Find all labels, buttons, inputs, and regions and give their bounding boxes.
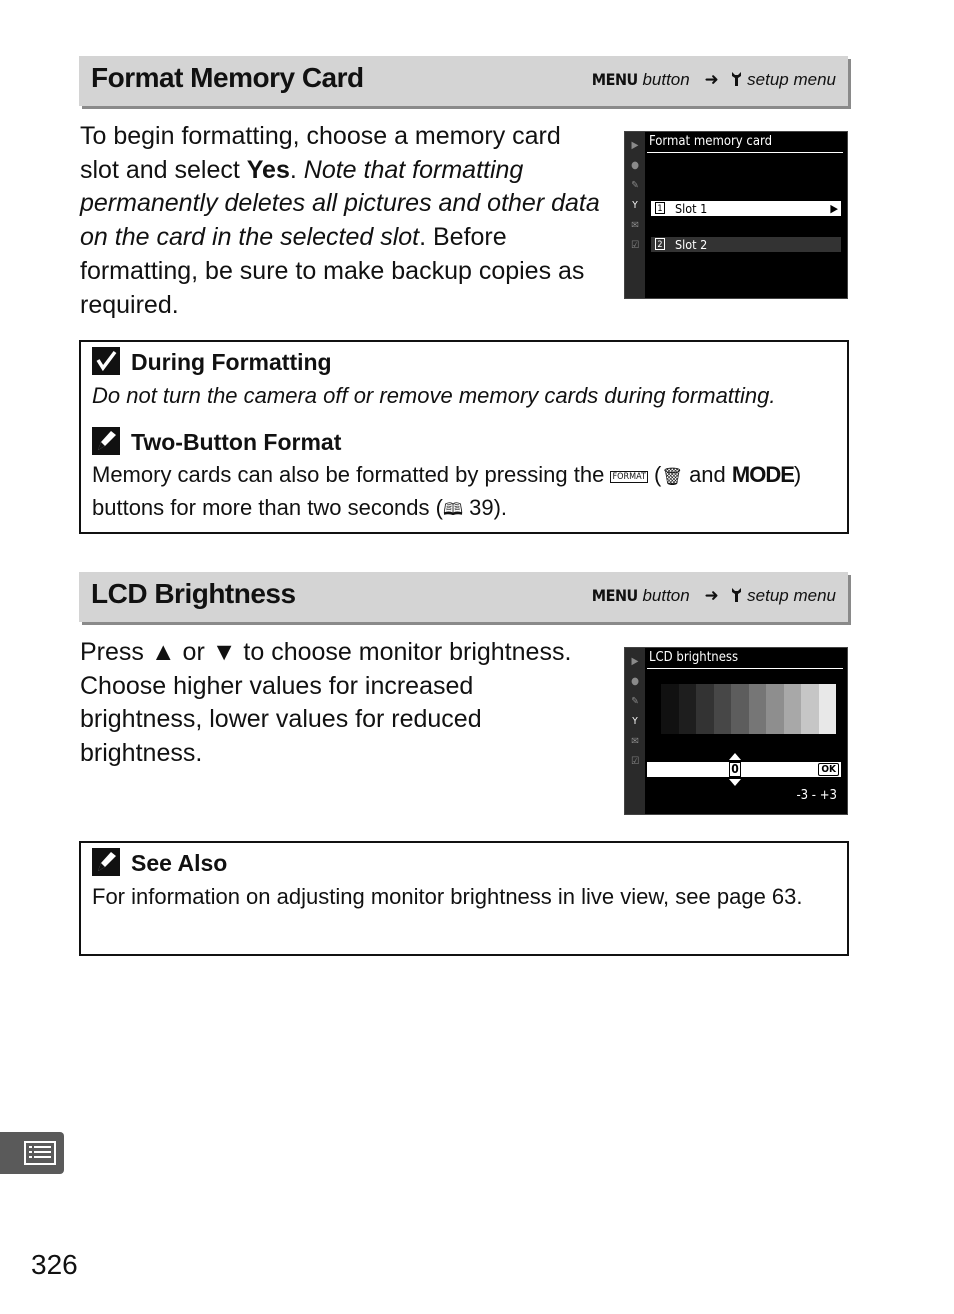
menu-path: MENU button ➜ setup menu (591, 70, 836, 89)
slot-1-row[interactable]: 1 Slot 1 ▶ (651, 201, 841, 216)
ok-icon: OK (818, 763, 839, 776)
gradient-swatch (819, 684, 837, 734)
wrench-icon (731, 587, 742, 603)
wrench-active-icon: Y (632, 716, 638, 727)
note-title-during: During Formatting (131, 349, 332, 375)
slot-2-icon: 2 (655, 238, 665, 250)
screen-title: LCD brightness (649, 650, 739, 665)
note-text-two-button: Memory cards can also be formatted by pressing the FORMAT (🗑 and MODE) buttons for more than two seconds (🕮 39). (92, 462, 802, 520)
gradient-swatch (696, 684, 714, 734)
mode-button-label: MODE (731, 462, 794, 487)
lcd-brightness-screen (624, 647, 848, 815)
pencil-small-icon: ✎ (631, 180, 639, 191)
notes-box-see-also (79, 841, 849, 956)
section-header-lcd (79, 572, 848, 622)
playback-icon: ▶ (631, 140, 639, 151)
retouch-icon: ✉ (631, 736, 639, 747)
gradient-swatch (661, 684, 679, 734)
page-number: 326 (31, 1249, 78, 1280)
format-memory-card-screen (624, 131, 848, 299)
pencil-small-icon: ✎ (631, 696, 639, 707)
recent-icon: ☑ (630, 756, 640, 767)
gradient-swatch (749, 684, 767, 734)
menu-sidebar (625, 648, 645, 814)
down-arrow-icon: ▼ (211, 638, 237, 666)
format-button-icon: FORMAT (612, 472, 646, 482)
format-body-text: To begin formatting, choose a memory card slot and select Yes. Note that formatting permanently deletes all pictures and other data on the card in the selected slot. Before formatting, be sure to make backup copies as required. (80, 122, 600, 319)
playback-icon: ▶ (631, 656, 639, 667)
lcd-body-text: Press ▲ or ▼ to choose monitor brightness. Choose higher values for increased brightness, lower values for reduced brightness. (80, 638, 572, 768)
gradient-swatch (766, 684, 784, 734)
up-arrow-icon: ▲ (150, 638, 176, 666)
note-text-during: Do not turn the camera off or remove memory cards during formatting. (92, 383, 776, 408)
wrench-icon (731, 71, 742, 87)
slot-1-icon: 1 (655, 202, 665, 214)
note-title-two-button: Two-Button Format (131, 429, 342, 455)
note-text-see-also: For information on adjusting monitor brightness in live view, see page 63. (92, 884, 803, 909)
camera-icon: ● (631, 676, 639, 687)
brightness-slider[interactable] (647, 762, 841, 777)
pencil-icon (92, 848, 120, 876)
section-header-format (79, 56, 848, 106)
up-triangle-icon[interactable] (729, 753, 741, 760)
menu-list-icon[interactable] (0, 1132, 64, 1174)
gradient-swatch (714, 684, 732, 734)
section-title: Format Memory Card (91, 62, 364, 93)
gradient-swatch (784, 684, 802, 734)
menu-path: MENU button ➜ setup menu (591, 586, 836, 605)
down-triangle-icon[interactable] (729, 779, 741, 786)
book-icon: 🕮 (442, 499, 464, 519)
retouch-icon: ✉ (631, 220, 639, 231)
gradient-swatch (801, 684, 819, 734)
wrench-active-icon: Y (632, 200, 638, 211)
title-rule (647, 152, 843, 153)
brightness-range: -3 - +3 (796, 788, 837, 803)
menu-sidebar (625, 132, 645, 298)
note-title-see-also: See Also (131, 850, 228, 876)
pencil-icon (92, 427, 120, 455)
slot-2-row[interactable]: 2 Slot 2 (651, 237, 841, 252)
brightness-gradient (661, 684, 836, 734)
recent-icon: ☑ (630, 240, 640, 251)
arrow-icon: ➜ (704, 586, 719, 605)
gradient-swatch (679, 684, 697, 734)
right-arrow-icon: ▶ (830, 202, 838, 215)
menu-button-label: MENU (591, 70, 638, 89)
brightness-value: 0 (729, 762, 741, 777)
screen-title: Format memory card (649, 134, 773, 149)
notes-box-format (79, 340, 849, 534)
gradient-swatch (731, 684, 749, 734)
camera-icon: ● (631, 160, 639, 171)
arrow-icon: ➜ (704, 70, 719, 89)
menu-button-label: MENU (591, 586, 638, 605)
trash-icon: 🗑 (661, 467, 683, 486)
section-title: LCD Brightness (91, 578, 296, 609)
title-rule (647, 668, 843, 669)
check-icon (92, 347, 120, 375)
